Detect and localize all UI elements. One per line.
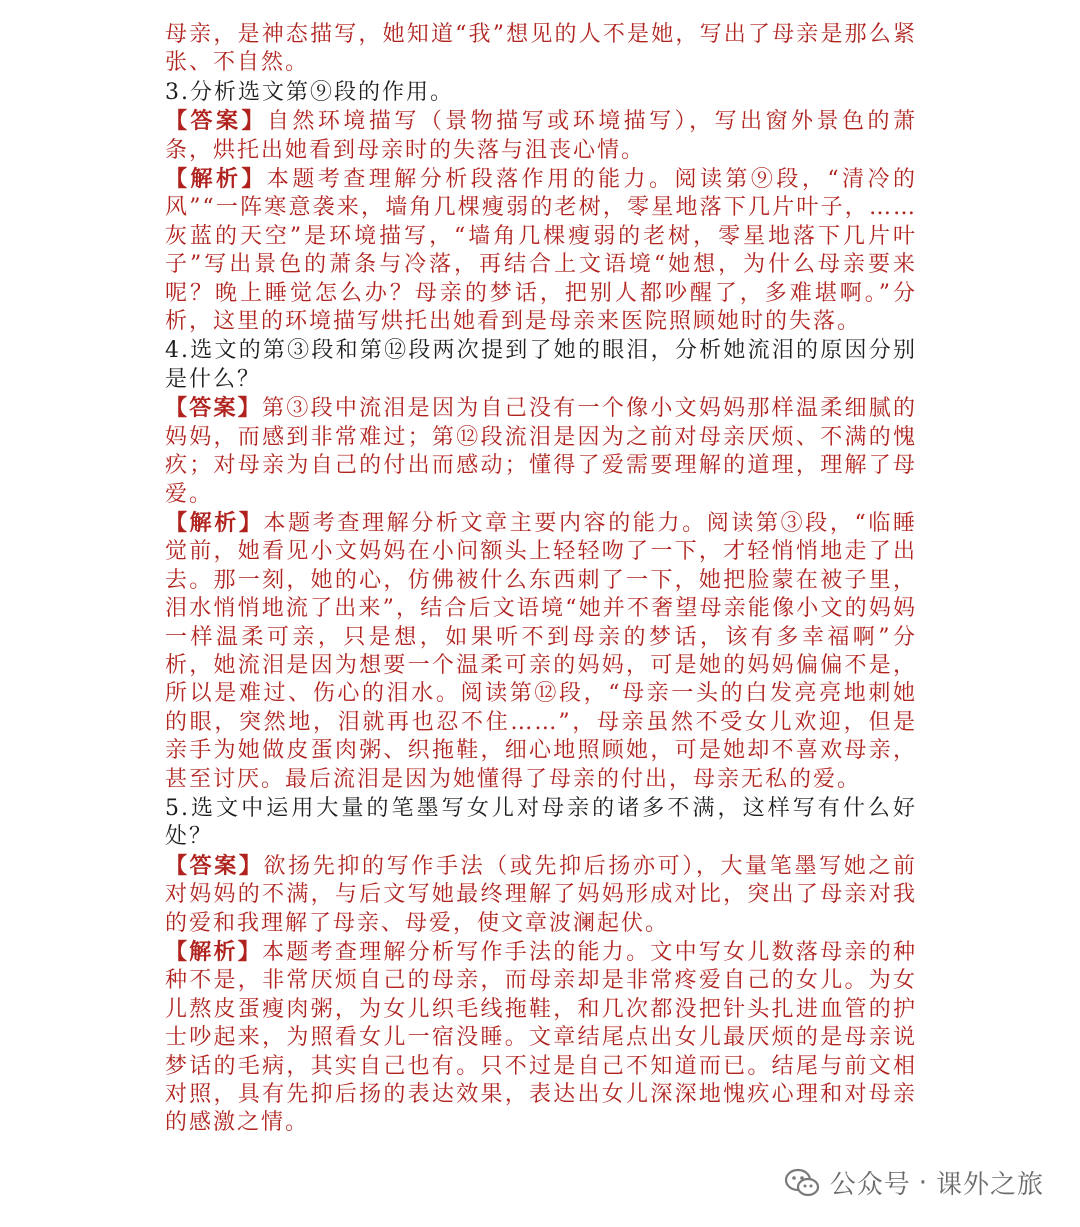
question-3 bbox=[165, 78, 917, 107]
watermark-platform: 公众号 bbox=[829, 1170, 911, 1200]
document-body bbox=[165, 20, 917, 1138]
paragraph-text: 母亲，是神态描写，她知道“我”想见的人不是她，写出了母亲是那么紧张、不自然。 bbox=[165, 22, 917, 76]
analysis-4 bbox=[165, 509, 917, 794]
paragraph-text: 3.分析选文第⑨段的作用。 bbox=[165, 79, 454, 105]
answer-tag: 【答案】 bbox=[165, 108, 267, 135]
paragraph-text: 本题考查理解分析写作手法的能力。文中写女儿数落母亲的种种不是，非常厌烦自己的母亲，而母亲却是非常疼爱自己的女儿。为女儿熬皮蛋瘦肉粥，为女儿织毛线拖鞋，和几次都没把针头扎进血管的护士吵起来，为照看女儿一宿没睡。文章结尾点出女儿最厌烦的是母亲说梦话的毛病，其实自己也有。只不过是自己不知道而已。结尾与前文相对照，具有先抑后扬的表达效果，表达出女儿深深地愧疚心理和对母亲的感激之情。 bbox=[165, 940, 917, 1136]
paragraph-text: 第③段中流泪是因为自己没有一个像小文妈妈那样温柔细腻的妈妈，而感到非常难过；第⑫段流泪是因为之前对母亲厌烦、不满的愧疚；对母亲为自己的付出而感动；懂得了爱需要理解的道理，理解了母爱。 bbox=[165, 396, 917, 507]
answer-tag: 【答案】 bbox=[165, 395, 263, 422]
analysis-tag: 【解析】 bbox=[165, 166, 267, 193]
answer-5 bbox=[165, 852, 917, 938]
answer-3 bbox=[165, 107, 917, 165]
paragraph-text: 4.选文的第③段和第⑫段两次提到了她的眼泪，分析她流泪的原因分别是什么？ bbox=[165, 338, 917, 392]
paragraph-text: 本题考查理解分析文章主要内容的能力。阅读第③段，“临睡觉前，她看见小文妈妈在小问额头上轻轻吻了一下，才轻悄悄地走了出去。那一刻，她的心，仿佛被什么东西刺了一下，她把脸蒙在被子里，泪水悄悄地流了出来”，结合后文语境“她并不奢望母亲能像小文的妈妈一样温柔可亲，只是想，如果听不到母亲的梦话，该有多幸福啊”分析，她流泪是因为想要一个温柔可亲的妈妈，可是她的妈妈偏偏不是，所以是难过、伤心的泪水。阅读第⑫段，“母亲一头的白发亮亮地刺她的眼，突然地，泪就再也忍不住……”，母亲虽然不受女儿欢迎，但是亲手为她做皮蛋肉粥、织拖鞋，细心地照顾她，可是她却不喜欢母亲，甚至讨厌。最后流泪是因为她懂得了母亲的付出，母亲无私的爱。 bbox=[165, 510, 917, 792]
answer-tag: 【答案】 bbox=[165, 852, 264, 879]
answer-4 bbox=[165, 394, 917, 509]
paragraph bbox=[165, 20, 917, 78]
analysis-5 bbox=[165, 938, 917, 1138]
question-5 bbox=[165, 794, 917, 852]
paragraph-text: 本题考查理解分析段落作用的能力。阅读第⑨段，“清冷的风”“一阵寒意袭来，墙角几棵瘦弱的老树，零星地落下几片叶子，……灰蓝的天空”是环境描写，“墙角几棵瘦弱的老树，零星地落下几片叶子”写出景色的萧条与冷落，再结合上文语境“她想，为什么母亲要来呢？晚上睡觉怎么办？母亲的梦话，把别人都吵醒了，多难堪啊。”分析，这里的环境描写烘托出她看到是母亲来医院照顾她时的失落。 bbox=[165, 167, 917, 335]
watermark bbox=[784, 1164, 1044, 1201]
analysis-tag: 【解析】 bbox=[165, 509, 264, 536]
paragraph-text: 欲扬先抑的写作手法（或先抑后扬亦可），大量笔墨写她之前对妈妈的不满，与后文写她最终理解了妈妈形成对比，突出了母亲对我的爱和我理解了母亲、母爱，使文章波澜起伏。 bbox=[165, 853, 917, 936]
question-4 bbox=[165, 336, 917, 394]
watermark-account: 课外之旅 bbox=[935, 1170, 1044, 1200]
paragraph-text: 自然环境描写（景物描写或环境描写），写出窗外景色的萧条，烘托出她看到母亲时的失落与沮丧心情。 bbox=[165, 109, 917, 163]
watermark-separator: · bbox=[918, 1167, 928, 1198]
analysis-tag: 【解析】 bbox=[165, 939, 263, 965]
analysis-3 bbox=[165, 165, 917, 336]
wechat-icon bbox=[784, 1168, 820, 1198]
paragraph-text: 5.选文中运用大量的笔墨写女儿对母亲的诸多不满，这样写有什么好处？ bbox=[165, 795, 917, 850]
